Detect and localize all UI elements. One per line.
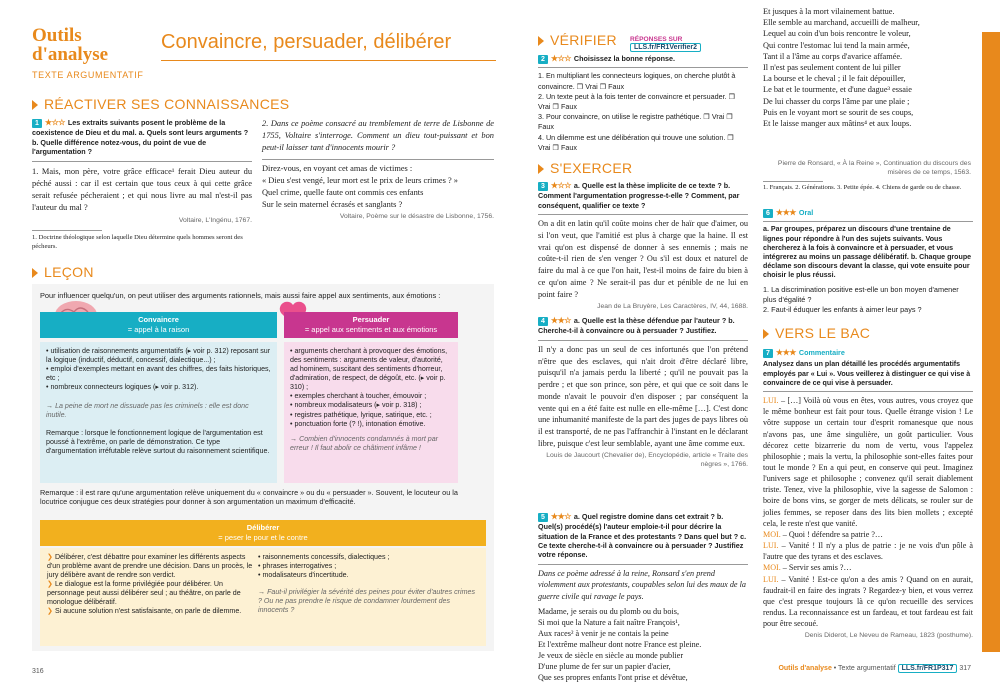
triangle-icon	[32, 268, 38, 278]
list-item-text: arguments cherchant à provoquer des émotions, des sentiments : arguments de valeur, d'autorité, ad hominem, suscitant des sentiments d'horreur, d'admiration, de respect, de dégoût, etc. (▸ voir p. 310) ;	[290, 347, 448, 392]
difficulty-stars: ★★★	[775, 348, 796, 357]
exercise-7	[763, 348, 973, 641]
exercise-number: 4	[538, 317, 548, 326]
list-item-text: nombreux connecteurs logiques (▸ voir p. 312).	[50, 383, 199, 392]
footnote-rule	[763, 181, 823, 182]
exercise-1	[32, 118, 252, 251]
poem-line: Et jusques à la mort vilainement battue.	[763, 7, 895, 16]
convaincre-header	[40, 312, 277, 338]
extract-1-footnote: 1. Doctrine théologique selon laquelle Dieu détermine quels hommes seront des pécheurs.	[32, 233, 243, 250]
page-number-left: 316	[32, 668, 44, 675]
list-item-text: raisonnements concessifs, dialectiques ;	[262, 553, 390, 561]
list-item-text: Le dialogue est la forme privilégiée pour délibérer. Un personnage peut aussi délibérer seul ; au théâtre, on parle de monologue délibératif.	[47, 580, 241, 607]
list-item: • utilisation de raisonnements argumentatifs (▸ voir p. 312) reposant sur la logique (inductif, déductif, concessif, dialectique...) ;	[46, 347, 271, 365]
poem-line: Que ses propres enfants l'ont prise et dévêtue,	[538, 673, 688, 683]
brand-line-2: d'analyse	[32, 44, 109, 66]
brand-subtitle: TEXTE ARGUMENTATIF	[32, 70, 144, 80]
dialogue-text: – Quoi ! défendre sa patrie ?…	[782, 529, 884, 539]
poem-line: Si moi que la Nature a fait naître François¹,	[538, 617, 680, 627]
dialogue-text: – […] Voilà où vous en êtes, vous autres, vous croyez que le même bonheur est fait pour tous. Quelle étrange vision ! Le vôtre suppose un certain tour d'esprit romanesque que nous n'avons pas, une âme singulière, un goût particulier. Vous décorez cette bizarrerie du nom de vertu, vous l'appelez philosophie ; mais la vertu, la philosophie sont-elles faites pour tout le monde ? En a qui peut, en conserve qui peut. Imaginez l'univers sage et philosophe ; convenez qu'il serait diablement triste. Tenez, vive la philosophie, vive la sagesse de Salomon : boire de bons vins, se gorger de mets délicats, se rouler sur de jolies femmes, se reposer dans des lits bien mollets ; excepté cela, le reste n'est que vanité.	[763, 396, 973, 528]
exercise-number: 7	[763, 349, 773, 358]
exercise-4-text: Il n'y a donc pas un seul de ces infortunés que l'on prétend n'être que des esclaves, qui n'ait droit d'être déclaré libre, puisqu'il n'a jamais perdu la liberté ; qu'il ne pouvait pas la perdre ; et que son prince, son père, et qui que ce soit dans le monde n'avait le pouvoir d'en disposer ; par conséquent la vente qui en a été faite est nulle en elle-même […]. C'est donc une inhumanité manifeste de la part des juges de pays libres où il est transporté, de ne pas l'affranchir à l'instant en le déclarant libre, puisque c'est leur semblable, ayant une âme comme eux.	[538, 344, 748, 448]
persuader-list	[290, 347, 452, 429]
footer-right	[773, 665, 971, 674]
speaker: MOI.	[763, 563, 781, 573]
list-item: ❯ Le dialogue est la forme privilégiée pour délibérer. Un personnage peut aussi délibérer seul ; au théâtre, on parle de monologue délibératif.	[47, 580, 241, 607]
exercise-label: Commentaire	[798, 348, 845, 357]
exercise-5-poem	[538, 606, 748, 683]
choice-list	[538, 71, 748, 153]
exercise-2	[538, 54, 748, 153]
exercise-number: 2	[538, 55, 548, 64]
list-item-text: utilisation de raisonnements argumentatifs (▸ voir p. 312) reposant sur la logique (inductif, déductif, concessif, dialectique...) ;	[46, 347, 271, 365]
list-item-text: exemples cherchant à toucher, émouvoir ;	[294, 392, 427, 401]
choice-item[interactable]: 3. Pour convaincre, on utilise le registre pathétique. ❒ Vrai ❒ Faux	[538, 112, 733, 132]
poem-line: Je veux de siècle en siècle au monde publier	[538, 651, 684, 660]
section-exercer	[538, 160, 632, 178]
exercise-question: a. Par groupes, préparez un discours d'une trentaine de lignes pour répondre à l'un des sujets suivants. Vous chercherez à la fois à convaincre et à persuader, et vous intégrerez au moins un passage délibératif. b. Chaque groupe déclame son discours devant la classe, qui vote ensuite pour choisir le plus réussi.	[763, 225, 972, 280]
exercise-number: 6	[763, 209, 773, 218]
list-item: • raisonnements concessifs, dialectiques ;	[258, 553, 390, 561]
poem-line: La bourse et le cheval ; il le fait dépouiller,	[763, 74, 906, 84]
speaker: LUI.	[763, 541, 779, 551]
list-item: • modalisateurs d'incertitude.	[258, 571, 349, 580]
convaincre-title: Convaincre	[138, 315, 179, 324]
triangle-icon	[763, 329, 769, 339]
section-reactiver	[32, 96, 289, 114]
exercise-3-source: Jean de La Bruyère, Les Caractères, IV, 44, 1688.	[597, 302, 748, 310]
extract-number: 1.	[32, 167, 39, 177]
persuader-subtitle: = appel aux sentiments et aux émotions	[304, 324, 438, 334]
list-item-text: modalisateurs d'incertitude.	[262, 571, 349, 580]
convaincre-example: → La peine de mort ne dissuade pas les criminels : elle est donc inutile.	[46, 402, 249, 420]
choice-item[interactable]: 2. Un texte peut à la fois tenter de convaincre et persuader. ❒ Vrai ❒ Faux	[538, 91, 736, 112]
poem-line: Qui contre l'estomac lui tend la main armée,	[763, 40, 910, 50]
list-item: • emploi d'exemples mettant en avant des chiffres, des faits historiques, etc ;	[46, 365, 271, 383]
extract-2-source: Voltaire, Poème sur le désastre de Lisbonne, 1756.	[339, 213, 494, 221]
choice-item[interactable]: 4. Un dilemme est une délibération qui trouve une solution. ❒ Vrai ❒ Faux	[538, 132, 734, 152]
exercise-question: a. Quel registre domine dans cet extrait ? b. Quel(s) procédé(s) l'auteur emploie-t-il pour décrire la situation de la France et des protestants ? Dans quel but ? c. Ce texte cherche-t-il à convaincre ou à persuader ? Justifiez votre réponse.	[538, 512, 747, 560]
section-verifier	[538, 32, 617, 50]
poem-line: Il n'est pas seulement content de lui piller	[763, 62, 901, 72]
exercise-3	[538, 181, 748, 311]
section-bac	[763, 325, 870, 343]
section-bac-label: VERS LE BAC	[775, 325, 871, 341]
exercise-5	[538, 512, 748, 683]
exercise-3-text: On a dit en latin qu'il coûte moins cher de haïr que d'aimer, ou si l'on veut, que l'amitié est plus à charge que la haine. Il est vrai qu'on est dispensé de donner à ses ennemis ; mais ne coûte-t-il rien de s'en venger ? Ou s'il est doux et naturel de faire du mal à ce que l'on hait, l'est-il moins de faire du bien à ce qu'on aime ? Ne serait-il pas dur et pénible de ne lui en point faire ?	[538, 219, 748, 299]
reponses-link[interactable]: LLS.fr/FR1Verifier2	[630, 43, 701, 52]
triangle-icon	[538, 164, 544, 174]
list-item-text: Délibérer, c'est débattre pour examiner les différents aspects d'un problème avant de prendre une décision. Dans un procès, le jury délibère avant de rendre son verdict.	[47, 553, 253, 580]
list-item: • registres pathétique, lyrique, satirique, etc. ;	[290, 410, 432, 419]
deliberer-example: → Faut-il privilégier la sévérité des peines pour éviter d'autres crimes ? Ou ne pas prendre le risque de condamner lourdement des innocents ?	[258, 588, 476, 615]
difficulty-stars: ★☆☆	[44, 118, 65, 127]
deliberer-header	[40, 520, 486, 546]
poem-line: Madame, je serais ou du plomb ou du bois,	[538, 606, 679, 616]
title-rule	[161, 60, 496, 61]
footer-subtitle: • Texte argumentatif	[831, 665, 896, 672]
deliberer-title: Délibérer	[246, 523, 280, 532]
section-lecon	[32, 264, 94, 282]
difficulty-stars: ★★☆	[550, 316, 571, 325]
exercise-label: Oral	[798, 208, 814, 217]
triangle-icon	[538, 36, 544, 46]
lecon-intro: Pour influencer quelqu'un, on peut utiliser des arguments rationnels, mais aussi faire appel aux sentiments, aux émotions :	[40, 291, 441, 300]
list-item: • arguments cherchant à provoquer des émotions, des sentiments : arguments de valeur, d'autorité, ad hominem, suscitant des sentiments d'horreur, d'admiration, de respect, de dégoût, etc. (▸ voir p. 310) ;	[290, 347, 448, 392]
exercise-question: a. Quelle est la thèse implicite de ce texte ? b. Comment l'argumentation progresse-t-elle ? Comment, par conséquent, qualifier ce texte ?	[538, 181, 740, 210]
footer-link[interactable]: LLS.fr/FR1P317	[898, 664, 958, 673]
topic-item: 1. La discrimination positive est-elle un bon moyen d'amener plus d'égalité ?	[763, 284, 959, 305]
dialogue-line	[763, 562, 973, 573]
poem-line: Le bat et le tourmente, et d'une dague³ essaie	[763, 85, 912, 95]
poem-line: Elle semble au marchand, accueilli de malheur,	[763, 18, 920, 28]
list-item: • ponctuation forte (? !), intonation émotive.	[290, 419, 426, 428]
brand-line-1: Outils	[32, 25, 82, 46]
poem-line: Et l'extrême malheur dont notre France est pleine.	[538, 639, 702, 649]
diderot-dialogue	[763, 395, 973, 629]
persuader-example: → Combien d'innocents condamnés à mort par erreur ! Il faut abolir ce châtiment infâme !	[290, 434, 439, 452]
difficulty-stars: ★☆☆	[550, 54, 571, 63]
exercise-6	[763, 208, 973, 316]
poem-line: Direz-vous, en voyant cet amas de victimes :	[262, 163, 413, 173]
deliberer-box	[40, 548, 486, 646]
section-verifier-label: VÉRIFIER	[550, 32, 617, 48]
deliberer-col-1	[47, 553, 255, 617]
difficulty-stars: ★★☆	[550, 512, 571, 521]
exercise-question: Analysez dans un plan détaillé les procédés argumentatifs employés par « Lui ». Vous veillerez à distinguer ce qui vise à convaincre de ce qui vise à persuader.	[763, 360, 971, 387]
reponses-link-line	[630, 36, 750, 53]
footer-title: Outils d'analyse	[778, 665, 832, 672]
speaker: LUI.	[763, 396, 779, 406]
poem-line: Lequel au coin d'un bois rencontre le voleur,	[763, 29, 911, 39]
exercise-question: a. Quelle est la thèse défendue par l'auteur ? b. Cherche-t-il à convaincre ou à persuader ? Justifiez.	[538, 316, 735, 336]
exercise-number: 5	[538, 513, 548, 522]
poem-line: De lui chasser du corps l'âme par une plaie ;	[763, 96, 910, 106]
list-item-text: emploi d'exemples mettant en avant des chiffres, des faits historiques, etc ;	[46, 365, 271, 383]
list-item-text: Si aucune solution n'est satisfaisante, on parle de dilemme.	[54, 607, 242, 616]
poem-line: Quel crime, quelle faute ont commis ces enfants	[262, 187, 424, 197]
dialogue-line	[763, 529, 973, 540]
topic-item: 2. Faut-il éduquer les enfants à aimer leur pays ?	[763, 305, 922, 315]
reponses-label: RÉPONSES SUR	[630, 36, 683, 43]
poem-line: « Dieu s'est vengé, leur mort est le prix de leurs crimes ? »	[262, 175, 458, 185]
extract-2-intro: 2. Dans ce poème consacré au tremblement de terre de Lisbonne de 1755, Voltaire s'interroge. Comment un dieu tout-puissant et bon peut-il laisser tant d'innocents mourir ?	[262, 119, 494, 152]
right-column	[763, 0, 973, 691]
remark-2: Remarque : il est rare qu'une argumentation relève uniquement du « convaincre » ou du « persuader ». Souvent, le locuteur ou la locutrice conjugue ces deux stratégies pour donner à son argumentation un maximum d'efficacité.	[40, 488, 458, 507]
extract-1-source: Voltaire, L'Ingénu, 1767.	[178, 217, 252, 225]
ronsard-footnotes: 1. Français. 2. Générations. 3. Petite épée. 4. Chiens de garde ou de chasse.	[763, 184, 962, 191]
brand-title	[32, 26, 108, 65]
page-number-right: 317	[959, 665, 971, 672]
exercise-5-intro: Dans ce poème adressé à la reine, Ronsard s'en prend violemment aux protestants, coupables selon lui des maux de la guerre civile qui ravage le pays.	[538, 568, 746, 602]
convaincre-list	[46, 347, 271, 392]
triangle-icon	[32, 100, 38, 110]
choice-item[interactable]: 1. En multipliant les connecteurs logiques, on cherche plutôt à convaincre. ❒ Vrai ❒ Faux	[538, 71, 736, 91]
exercise-question: Les extraits suivants posent le problème de la coexistence de Dieu et du mal. a. Quels sont leurs arguments ? b. Quelle différence notez-vous, du point de vue de l'argumentation ?	[32, 118, 249, 157]
convaincre-subtitle: = appel à la raison	[127, 324, 190, 334]
extract-2-poem	[262, 163, 494, 211]
difficulty-stars: ★★★	[775, 208, 796, 217]
list-item-text: ponctuation forte (? !), intonation émotive.	[294, 419, 426, 428]
list-item: ❯ Si aucune solution n'est satisfaisante, on parle de dilemme.	[47, 607, 242, 616]
poem-line: Aux races² à venir je ne contais la peine	[538, 628, 669, 638]
exercise-number: 3	[538, 182, 548, 191]
poem-line: Et le laisse manger aux mâtins⁴ et aux loups.	[763, 118, 912, 128]
section-exercer-label: S'EXERCER	[550, 160, 633, 176]
edge-tab	[982, 32, 1000, 652]
list-item-text: nombreux modalisateurs (▸ voir p. 318) ;	[294, 401, 422, 410]
poem-line: D'une plume de fer sur un papier d'acier,	[538, 662, 671, 672]
list-item: • nombreux connecteurs logiques (▸ voir p. 312).	[46, 383, 199, 392]
exercise-4	[538, 316, 748, 469]
list-item: • nombreux modalisateurs (▸ voir p. 318) ;	[290, 401, 422, 410]
poem-line: Sur le sein maternel écrasés et sanglants ?	[262, 199, 403, 209]
middle-column	[538, 0, 750, 691]
list-item-text: registres pathétique, lyrique, satirique, etc. ;	[294, 410, 432, 419]
list-item-text: phrases interrogatives ;	[262, 562, 337, 571]
dialogue-text: – Vanité ! Il n'y a plus de patrie : je ne vois d'un pôle à l'autre que des tyrans et des esclaves.	[763, 541, 973, 562]
convaincre-remark: Remarque : lorsque le fonctionnement logique de l'argumentation est poussé à l'extrême, on parle de démonstration. Ce type d'argumentation irréfutable relève surtout du raisonnement scientifique.	[46, 428, 270, 455]
list-item: • phrases interrogatives ;	[258, 562, 337, 571]
speaker: MOI.	[763, 529, 781, 539]
ronsard-source: Pierre de Ronsard, « À la Reine », Continuation du discours des misères de ce temps, 1563.	[777, 160, 971, 176]
persuader-header	[284, 312, 458, 338]
persuader-title: Persuader	[352, 315, 390, 324]
ronsard-poem-continued	[763, 6, 971, 129]
section-lecon-label: LEÇON	[44, 264, 94, 280]
dialogue-line	[763, 395, 973, 529]
dialogue-text: – Servir ses amis ?…	[782, 563, 852, 573]
poem-line: Puis en le voyant mort se sourit de ses coups,	[763, 107, 914, 117]
exercise-4-source: Louis de Jaucourt (Chevalier de), Encyclopédie, article « Traite des nègres », 1766.	[546, 451, 748, 468]
difficulty-stars: ★☆☆	[550, 181, 571, 190]
list-item: ❯ Délibérer, c'est débattre pour examiner les différents aspects d'un problème avant de prendre une décision. Dans un procès, le jury délibère avant de rendre son verdict.	[47, 553, 253, 580]
dialogue-text: – Vanité ! Est-ce qu'on a des amis ? Quand on en aurait, faudrait-il en faire des ingrats ? Regardez-y bien, et vous verrez que c'est presque toujours là ce qu'on recueille des services rendus. La reconnaissance est un fardeau, et tout fardeau est fait pour être secoué.	[763, 574, 973, 629]
page-title: Convaincre, persuader, délibérer	[161, 31, 452, 53]
exercise-1-extract-2	[262, 118, 494, 222]
extract-1-text: Mais, mon père, votre grâce efficace¹ ferait Dieu auteur du péché aussi : car il est certain que tous ceux à qui cette grâce serait refusée pécheraient ; et qui nous livre au mal n'est-il pas l'auteur du mal ?	[32, 167, 253, 213]
diderot-source: Denis Diderot, Le Neveu de Rameau, 1823 (posthume).	[804, 632, 973, 640]
persuader-box	[284, 342, 458, 483]
deliberer-col-2	[258, 553, 480, 615]
list-item: • exemples cherchant à toucher, émouvoir ;	[290, 392, 427, 401]
exercise-question: Choisissez la bonne réponse.	[573, 54, 675, 63]
section-reactiver-label: RÉACTIVER SES CONNAISSANCES	[44, 96, 290, 112]
poem-line: Tant il a l'âme au corps d'avarice affamée.	[763, 51, 903, 61]
dialogue-line	[763, 574, 973, 630]
deliberer-subtitle: = peser le pour et le contre	[218, 532, 308, 542]
dialogue-line	[763, 540, 973, 562]
exercise-number: 1	[32, 119, 42, 128]
speaker: LUI.	[763, 574, 779, 584]
convaincre-box	[40, 342, 277, 483]
